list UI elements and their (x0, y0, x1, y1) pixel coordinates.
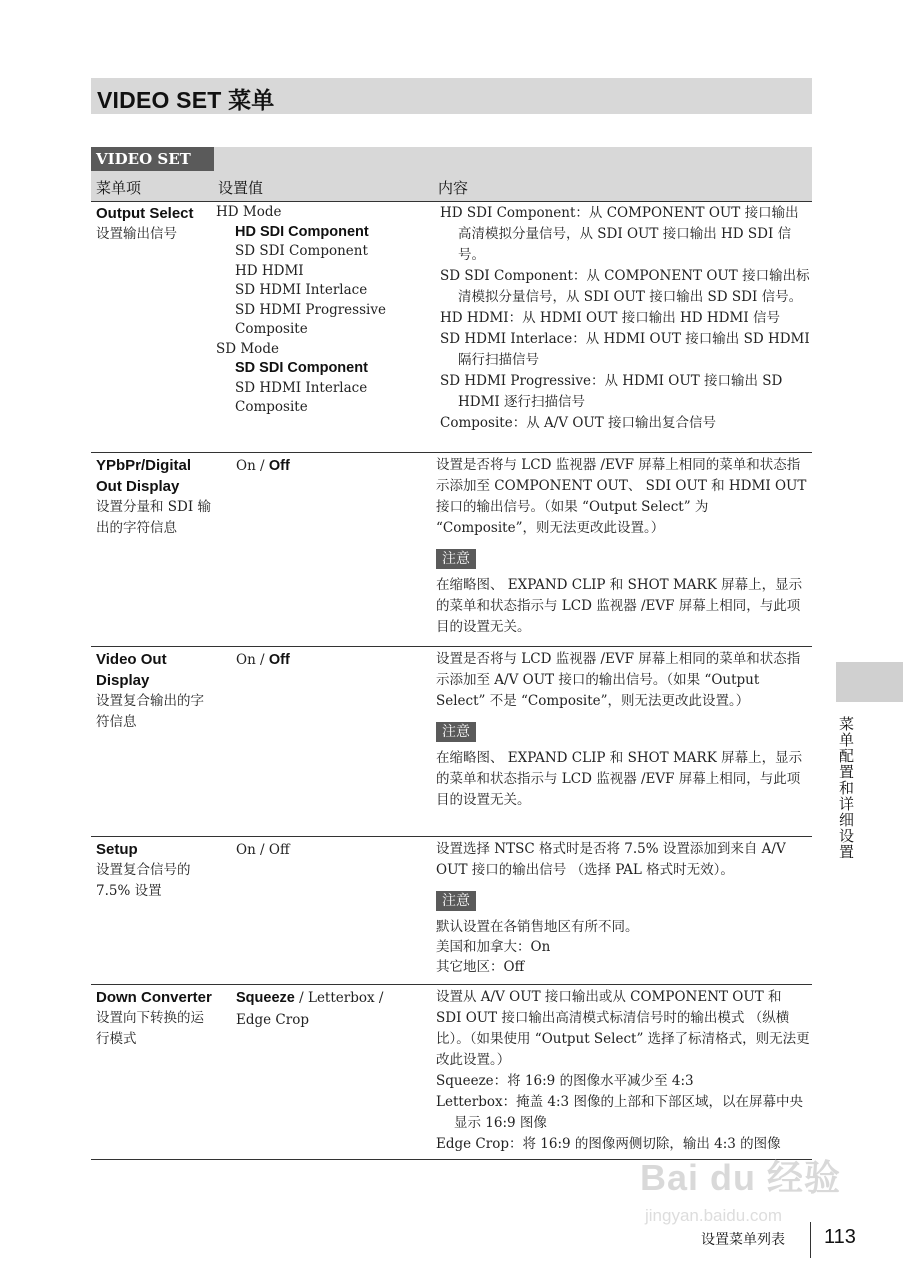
header-item: 菜单项 (96, 179, 142, 197)
page-title: VIDEO SET 菜单 (97, 87, 275, 113)
value-separator: / (255, 458, 269, 474)
table-tag: VIDEO SET (91, 147, 214, 171)
note-line: 默认设置在各销售地区有所不同。 (436, 919, 639, 935)
item-subtitle: 设置分量和 SDI 输出的字符信息 (96, 499, 211, 536)
table-row (91, 837, 812, 985)
option-item: SD SDI Component (235, 243, 368, 259)
footer-label: 设置菜单列表 (701, 1232, 785, 1248)
footer-divider (810, 1222, 811, 1258)
table-row (91, 985, 812, 1160)
note-badge: 注意 (436, 891, 476, 911)
section-label: 菜单配置和详细设置 (837, 716, 855, 860)
value-on: On (236, 458, 256, 474)
table-row (91, 453, 812, 647)
option-item: SD HDMI Interlace (235, 282, 368, 298)
option-item: Composite (235, 399, 308, 415)
watermark-url: jingyan.baidu.com (645, 1206, 783, 1225)
item-subtitle: 设置输出信号 (96, 226, 177, 242)
option-item: SD SDI Component (235, 360, 368, 376)
content-item: SD HDMI Interlace：从 HDMI OUT 接口输出 SD HDMI 隔行扫描信号 (440, 331, 810, 368)
item-subtitle: 设置复合输出的字符信息 (96, 693, 204, 730)
note-badge: 注意 (436, 549, 476, 569)
content-item: Edge Crop：将 16:9 的图像两侧切除，输出 4:3 的图像 (436, 1136, 781, 1152)
item-name: Output Select (96, 205, 194, 222)
option-item: HD Mode (216, 204, 282, 220)
option-item: Composite (235, 321, 308, 337)
option-list (216, 203, 426, 418)
option-item: SD Mode (216, 340, 279, 357)
value-off-default: Off (268, 652, 290, 668)
content-text: 设置是否将与 LCD 监视器 /EVF 屏幕上相同的菜单和状态指示添加至 COMPONENT OUT、 SDI OUT 和 HDMI OUT 接口的输出信号。（如果 “Output Select” 为 “Composite”，则无法更改此设置。） (436, 457, 807, 536)
content-text: 设置从 A/V OUT 接口输出或从 COMPONENT OUT 和 SDI OUT 接口输出高清模式标清信号时的输出模式 （纵横比）。（如果使用 “Output Select” 选择了标清格式，则无法更改此设置。） (436, 989, 810, 1068)
value-off-default: Off (268, 458, 290, 474)
item-name: Down Converter (96, 989, 212, 1006)
section-tab (836, 662, 903, 702)
content-item: SD HDMI Progressive：从 HDMI OUT 接口输出 SD HDMI 逐行扫描信号 (440, 373, 783, 410)
item-name: Setup (96, 841, 138, 858)
value-other-options: / Letterbox / Edge Crop (236, 990, 384, 1028)
header-content: 内容 (438, 179, 469, 197)
note-text: 在缩略图、 EXPAND CLIP 和 SHOT MARK 屏幕上，显示的菜单和状态指示与 LCD 监视器 /EVF 屏幕上相同，与此项目的设置无关。 (436, 577, 803, 635)
content-text: 设置是否将与 LCD 监视器 /EVF 屏幕上相同的菜单和状态指示添加至 A/V OUT 接口的输出信号。（如果 “Output Select” 不是 “Composite”，则无法更改此设置。） (436, 651, 801, 709)
item-subtitle: 设置向下转换的运行模式 (96, 1010, 204, 1047)
content-item: HD HDMI：从 HDMI OUT 接口输出 HD HDMI 信号 (440, 310, 780, 326)
note-badge: 注意 (436, 722, 476, 742)
item-subtitle: 设置复合信号的 7.5% 设置 (96, 862, 191, 899)
content-text: 设置选择 NTSC 格式时是否将 7.5% 设置添加到来自 A/V OUT 接口的输出信号 （选择 PAL 格式时无效）。 (436, 841, 786, 878)
watermark-logo: Bai du 经验 (640, 1157, 842, 1198)
content-item: HD SDI Component：从 COMPONENT OUT 接口输出高清模拟分量信号，从 SDI OUT 接口输出 HD SDI 信号。 (440, 205, 799, 263)
option-item: HD HDMI (235, 262, 304, 279)
note-text: 在缩略图、 EXPAND CLIP 和 SHOT MARK 屏幕上，显示的菜单和状态指示与 LCD 监视器 /EVF 屏幕上相同，与此项目的设置无关。 (436, 750, 803, 808)
content-item: SD SDI Component：从 COMPONENT OUT 接口输出标清模拟分量信号，从 SDI OUT 接口输出 SD SDI 信号。 (440, 268, 810, 305)
option-item: SD HDMI Interlace (235, 379, 368, 396)
value-on: On (236, 652, 256, 668)
content-item: Letterbox：掩盖 4:3 图像的上部和下部区域，以在屏幕中央显示 16:9 图像 (436, 1094, 803, 1131)
item-name: Video Out Display (96, 651, 167, 689)
table-header (91, 147, 812, 202)
page-number: 113 (824, 1226, 856, 1248)
note-line: 其它地区：Off (436, 959, 525, 975)
page-title-bar (91, 78, 812, 114)
option-item: HD SDI Component (235, 223, 369, 240)
item-name: YPbPr/Digital Out Display (96, 457, 192, 495)
value-options: On / Off (236, 842, 290, 858)
table-row (91, 201, 812, 453)
value-separator: / (255, 652, 269, 668)
table-row (91, 647, 812, 837)
value-squeeze-default: Squeeze (236, 990, 295, 1006)
content-item: Squeeze：将 16:9 的图像水平减少至 4:3 (436, 1073, 694, 1089)
note-line: 美国和加拿大：On (436, 939, 551, 955)
header-value: 设置值 (218, 179, 264, 197)
option-item: SD HDMI Progressive (235, 301, 386, 318)
content-item: Composite：从 A/V OUT 接口输出复合信号 (440, 415, 717, 431)
